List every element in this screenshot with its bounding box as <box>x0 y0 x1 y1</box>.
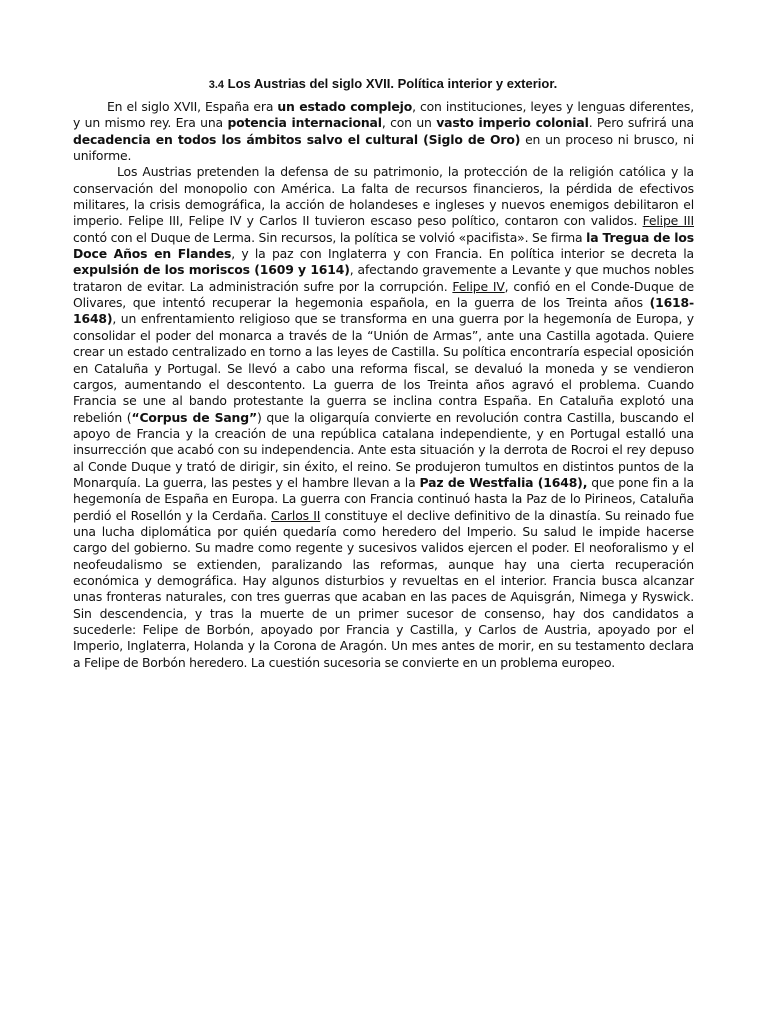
text-run: , con un <box>381 115 437 131</box>
text-run: en un proceso ni brusco, ni uniforme. <box>73 131 694 164</box>
paragraph-main <box>73 164 694 671</box>
text-run: En el siglo XVII, España era <box>107 99 278 114</box>
bold-text: un estado complejo <box>277 99 413 114</box>
text-run: contó con el Duque de Lerma. Sin recursos, la política se volvió «pacifista». Se firma <box>73 229 587 245</box>
section-title <box>72 75 694 94</box>
bold-text: decadencia en todos los ámbitos salvo el cultural (Siglo de Oro) <box>73 131 521 147</box>
bold-text: “Corpus de Sang” <box>131 409 257 425</box>
text-run: , con instituciones, leyes y lenguas diferentes, y un mismo rey. Era una <box>73 99 694 131</box>
section-number: 3.4 <box>208 79 224 91</box>
document-body <box>73 99 694 671</box>
underlined-text: Felipe IV <box>452 278 505 294</box>
bold-text: potencia internacional <box>227 115 382 131</box>
paragraph-intro <box>73 99 694 164</box>
text-run: , un enfrentamiento religioso que se transforma en una guerra por la hegemonía de Europa, y consolidar el poder del monarca a través de la “Unión de Armas”, ante una Castilla agotada. Quiere crear un estado centralizado en torno a las leyes de Castilla. Su política encontraría especial oposición en Cataluña y Portugal. Se llevó a cabo una reforma fiscal, se devaluó la moneda y se vendieron cargos, aumentando el descontento. La guerra de los Treinta años agravó el problema. Cuando Francia se une al bando protestante la guerra se inclina contra España. En Cataluña explotó una rebelión ( <box>73 311 694 425</box>
underlined-text: Felipe III <box>642 213 695 229</box>
text-run: , confió en el Conde-Duque de Olivares, que intentó recuperar la hegemonia española, en la guerra de los Treinta años <box>73 278 694 311</box>
bold-text: Paz de Westfalia (1648), <box>419 474 588 490</box>
text-run: que pone fin a la hegemonía de España en Europa. La guerra con Francia continuó hasta la Paz de lo Pirineos, Cataluña perdió el Rosellón y la Cerdaña. <box>73 474 695 523</box>
text-run: ) que la oligarquía convierte en revolución contra Castilla, buscando el apoyo de Francia y la creación de una república catalana independiente, y en Portugal estalló una insurrección que acabó con su independencia. Ante esta situación y la derrota de Rocroi el rey depuso al Conde Duque y trató de dirigir, sin éxito, el reino. Se produjeron tumultos en distintos puntos de la Monarquía. La guerra, las pestes y el hambre llevan a la <box>73 409 694 490</box>
text-run: , afectando gravemente a Levante y que muchos nobles trataron de evitar. La administración sufre por la corrupción. <box>73 262 694 294</box>
text-run: , y la paz con Inglaterra y con Francia. En política interior se decreta la <box>231 246 694 262</box>
text-run: constituye el declive definitivo de la dinastía. Su reinado fue una lucha diplomática por quién quedaría como heredero del Imperio. Su salud le impide hacerse cargo del gobierno. Su madre como regente y sucesivos validos ejercen el poder. El neoforalismo y el neofeudalismo se extienden, paralizando las reformas, aunque hay una cierta recuperación económica y demográfica. Hay algunos disturbios y revueltas en el interior. Francia busca alcanzar unas fronteras naturales, con tres guerras que acaban en las paces de Aquisgrán, Nimega y Ryswick. Sin descendencia, y tras la muerte de un primer sucesor de consenso, hay dos candidatos a sucederle: Felipe de Borbón, apoyado por Francia y Castilla, y Carlos de Austria, apoyado por el Imperio, Inglaterra, Holanda y la Corona de Aragón. Un mes antes de morir, en su testamento declara a Felipe de Borbón heredero. La cuestión sucesoria se convierte en un problema europeo. <box>73 507 695 670</box>
bold-text: la Tregua de los Doce Años en Flandes <box>73 229 694 262</box>
text-run: . Pero sufrirá una <box>588 115 694 131</box>
bold-text: vasto imperio colonial <box>436 115 589 131</box>
underlined-text: Carlos II <box>271 507 321 523</box>
text-run: Los Austrias pretenden la defensa de su patrimonio, la protección de la religión católica y la conservación del monopolio con América. La falta de recursos financieros, la pérdida de efectivos militares, la crisis demográfica, la acción de holandeses e ingleses y nuevos enemigos debilitaron el imperio. Felipe III, Felipe IV y Carlos II tuvieron escaso peso político, contaron con validos. <box>73 164 694 229</box>
bold-text: expulsión de los moriscos (1609 y 1614) <box>73 262 350 278</box>
section-title-text: Los Austrias del siglo XVII. Política interior y exterior. <box>227 76 558 91</box>
bold-text: (1618-1648) <box>73 295 694 327</box>
